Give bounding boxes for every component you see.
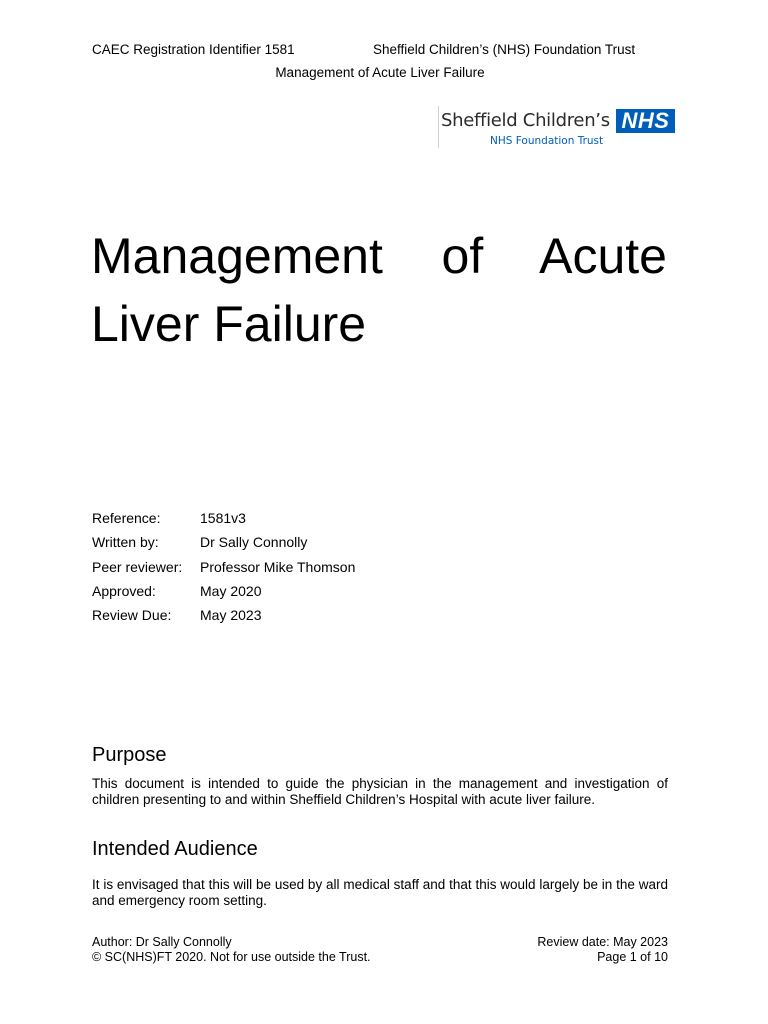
meta-label: Review Due: [92, 607, 172, 624]
meta-value: May 2023 [200, 607, 262, 624]
meta-row-review-due [92, 603, 355, 627]
meta-value: Dr Sally Connolly [200, 534, 308, 551]
document-metadata [92, 506, 355, 627]
purpose-text: This document is intended to guide the physician in the management and investigation of children presenting to and within Sheffield Children’s Hospital with acute liver failure. [92, 776, 668, 807]
audience-text: It is envisaged that this will be used by all medical staff and that this would largely be in the ward and emergency room setting. [92, 877, 668, 908]
meta-row-reference [92, 506, 355, 530]
meta-label: Approved: [92, 582, 156, 599]
logo-name: Sheffield Children’s [441, 110, 610, 131]
logo-subtitle: NHS Foundation Trust [490, 135, 604, 147]
meta-row-approved [92, 579, 355, 603]
meta-value: Professor Mike Thomson [200, 558, 356, 575]
header-document-title: Management of Acute Liver Failure [275, 65, 485, 80]
footer-left [92, 935, 371, 965]
meta-value: 1581v3 [200, 510, 246, 526]
nhs-logo-badge: NHS [616, 109, 675, 133]
meta-label: Peer reviewer: [92, 558, 183, 575]
footer-review-date: Review date: May 2023 [537, 935, 668, 949]
meta-label: Written by: [92, 534, 159, 551]
footer-author: Author: Dr Sally Connolly [92, 935, 232, 949]
audience-heading: Intended Audience [92, 838, 258, 860]
logo-divider [438, 106, 439, 148]
trust-logo [438, 106, 678, 148]
meta-value: May 2020 [200, 582, 262, 599]
header-organisation: Sheffield Children’s (NHS) Foundation Trust [373, 42, 636, 57]
document-title: Management of Acute Liver Failure [91, 228, 667, 352]
footer-copyright: © SC(NHS)FT 2020. Not for use outside the Trust. [92, 950, 371, 964]
meta-row-peer-reviewer [92, 555, 355, 579]
meta-label: Reference: [92, 510, 161, 526]
footer-page-number: Page 1 of 10 [597, 950, 668, 964]
meta-row-written-by [92, 530, 355, 554]
footer-right [468, 935, 668, 965]
header-registration: CAEC Registration Identifier 1581 [92, 42, 295, 57]
purpose-heading: Purpose [92, 744, 167, 766]
